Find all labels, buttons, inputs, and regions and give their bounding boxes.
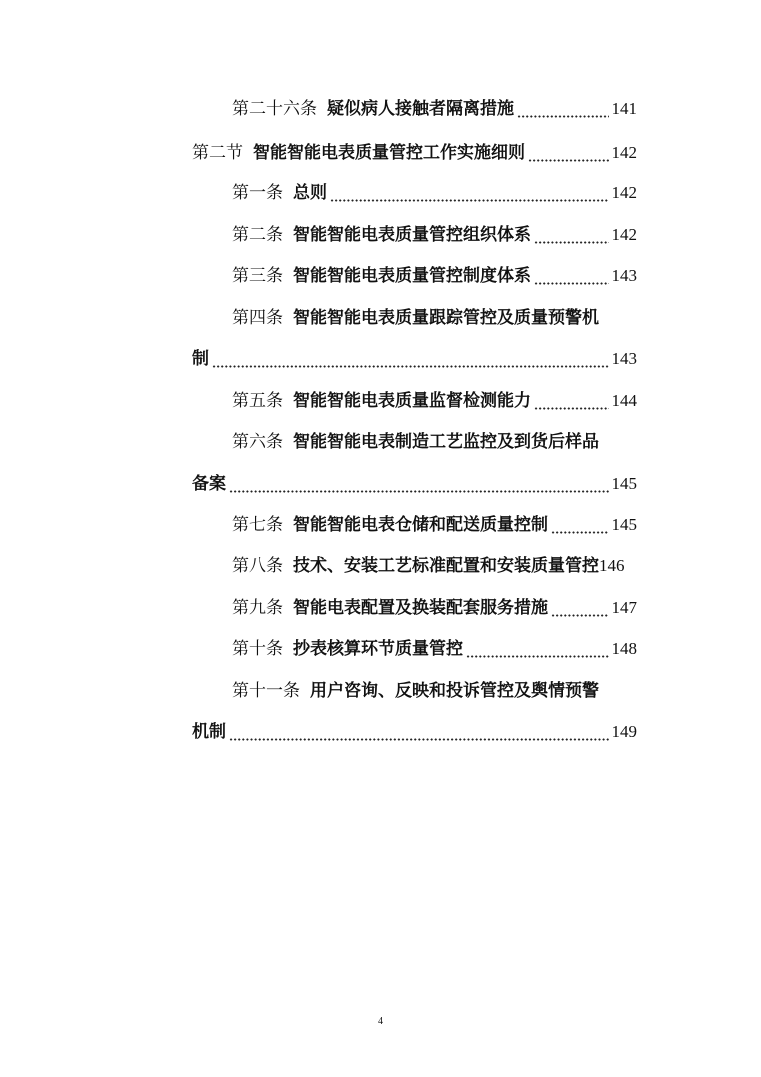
toc-entry-page: 143 [611,266,637,285]
toc-entry-number: 第九条 [232,598,283,618]
toc-entry-page: 147 [611,598,637,617]
toc-entry[interactable] [0,261,761,291]
toc-entry-title: 智能智能电表制造工艺监控及到货后样品 [293,432,599,452]
toc-entry-title: 智能智能电表质量管控组织体系 [293,225,531,245]
toc-entry-page: 146 [599,556,625,575]
toc-entry[interactable] [0,386,761,416]
toc-entry-number: 第十一条 [232,681,300,701]
toc-entry-page: 143 [611,349,637,368]
toc-dot-leader [551,516,609,534]
toc-dot-leader [534,392,609,410]
toc-entry-title: 智能智能电表仓储和配送质量控制 [293,515,548,535]
toc-dot-leader [528,144,609,162]
toc-entry-continuation[interactable] [0,344,761,374]
toc-dot-leader [229,723,609,741]
toc-entry-continuation[interactable] [0,469,761,499]
toc-entry-number: 第二条 [232,225,283,245]
toc-entry-number: 第七条 [232,515,283,535]
toc-dot-leader [534,267,609,285]
toc-entry-title-continued: 机制 [192,722,226,742]
toc-entry-number: 第二节 [192,143,243,163]
toc-dot-leader [229,475,609,493]
toc-entry-number: 第五条 [232,391,283,411]
toc-entry-number: 第三条 [232,266,283,286]
toc-entry-title: 抄表核算环节质量管控 [293,639,463,659]
toc-entry-title: 智能智能电表质量管控工作实施细则 [253,143,525,163]
page-footer-number: 4 [378,1016,383,1027]
toc-entry[interactable] [0,138,761,168]
toc-entry-number: 第二十六条 [232,99,317,119]
toc-entry-page: 149 [611,722,637,741]
toc-dot-leader [517,100,609,118]
toc-entry-number: 第八条 [232,556,283,576]
toc-entry-title: 智能电表配置及换装配套服务措施 [293,598,548,618]
toc-entry-page: 148 [611,639,637,658]
toc-entry-title: 智能智能电表质量跟踪管控及质量预警机 [293,308,599,328]
toc-entry[interactable] [0,220,761,250]
toc-entry-number: 第四条 [232,308,283,328]
toc-entry-title: 智能智能电表质量管控制度体系 [293,266,531,286]
toc-entry[interactable] [0,634,761,664]
toc-entry[interactable] [0,676,761,706]
toc-entry-title: 智能智能电表质量监督检测能力 [293,391,531,411]
toc-entry[interactable] [0,303,761,333]
toc-entry-page: 145 [611,515,637,534]
toc-entry-page: 144 [611,391,637,410]
toc-entry-page: 142 [611,143,637,162]
toc-entry-page: 145 [611,474,637,493]
toc-entry-title: 用户咨询、反映和投诉管控及舆情预警 [310,681,599,701]
toc-dot-leader [466,640,609,658]
toc-entry[interactable] [0,551,761,581]
toc-dot-leader [551,599,609,617]
toc-entry[interactable] [0,510,761,540]
toc-dot-leader [534,226,609,244]
toc-entry-number: 第十条 [232,639,283,659]
toc-dot-leader [212,350,609,368]
toc-entry-page: 142 [611,225,637,244]
toc-entry[interactable] [0,178,761,208]
toc-entry-continuation[interactable] [0,717,761,747]
toc-entry-number: 第一条 [232,183,283,203]
toc-entry-page: 142 [611,183,637,202]
toc-entry-title: 疑似病人接触者隔离措施 [327,99,514,119]
toc-entry[interactable] [0,427,761,457]
toc-entry-title: 技术、安装工艺标准配置和安装质量管控 [293,556,599,576]
toc-entry[interactable] [0,94,761,124]
toc-entry-title-continued: 制 [192,349,209,369]
toc-entry-title-continued: 备案 [192,474,226,494]
toc-entry-title: 总则 [293,183,327,203]
toc-entry-page: 141 [611,99,637,118]
toc-dot-leader [330,184,609,202]
toc-entry[interactable] [0,593,761,623]
toc-entry-number: 第六条 [232,432,283,452]
